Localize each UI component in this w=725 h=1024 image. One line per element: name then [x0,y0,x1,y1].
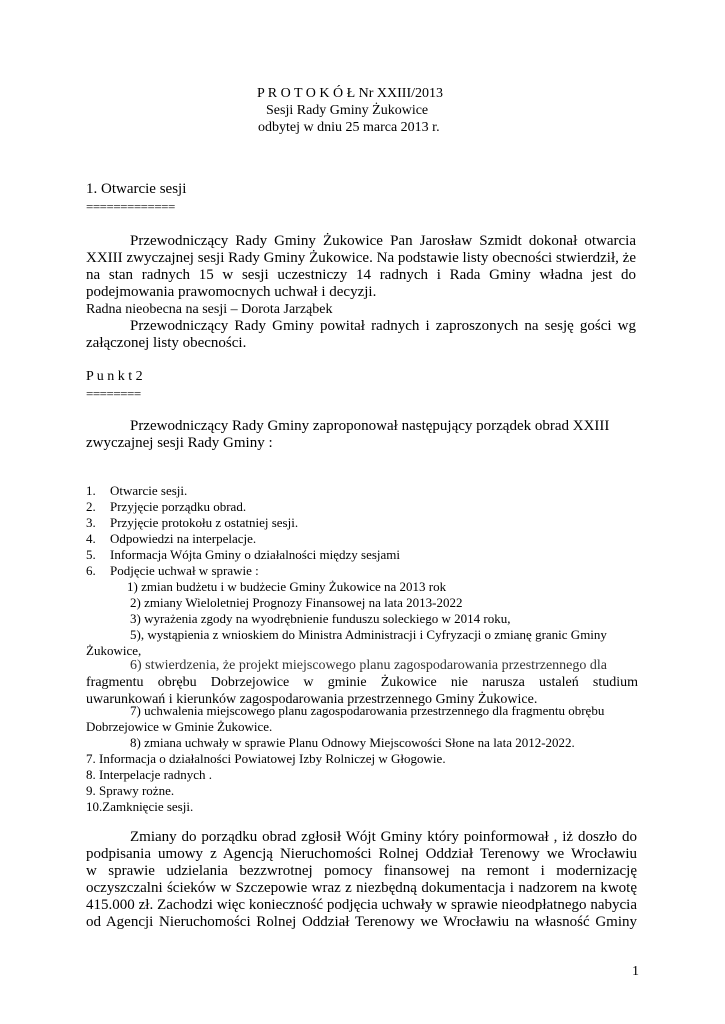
agenda-item-7: 7. Informacja o działalności Powiatowej Izby Rolniczej w Głogowie. [86,751,446,766]
page-number: 1 [632,964,639,979]
agenda-item-10: 10.Zamknięcie sesji. [86,799,194,814]
changes-line6: od Agencji Nieruchomości Rolnej Oddział Terenowy we Wrocławiu na własność Gminy [86,914,637,930]
subitem-plan-line1: 6) stwierdzenia, że projekt miejscowego planu zagospodarowania przestrzennego dla [130,658,607,673]
section1-para2-line1: Przewodniczący Rady Gminy powitał radnych i zaproszonych na sesję gości wg [130,318,636,334]
section1-para1-line4: podejmowania prawomocnych uchwał i decyzji. [86,284,377,300]
section1-underline: ============= [86,199,175,214]
absent-member: Radna nieobecna na sesji – Dorota Jarząbek [86,302,333,317]
subitem-local-plan-line1: 7) uchwalenia miejscowego planu zagospodarowania przestrzennego dla fragmentu obrębu [130,703,605,718]
subitem-borders-line2: Żukowice, [86,643,142,658]
protocol-subtitle: Sesji Rady Gminy Żukowice [266,103,429,118]
agenda-item-number: 6. [86,563,96,578]
agenda-item-9: 9. Sprawy rożne. [86,783,175,798]
section1-para1-line2: XXIII zwyczajnej sesji Rady Gminy Żukowice. Na podstawie listy obecności stwierdził, że [86,250,636,266]
subitem-plan-line3: uwarunkowań i kierunków zagospodarowania przestrzennego Gminy Żukowice. [86,692,538,707]
agenda-item-text: Otwarcie sesji. [110,483,188,498]
section2-intro-line1: Przewodniczący Rady Gminy zaproponował następujący porządek obrad XXIII [130,418,610,434]
changes-line2: podpisania umowy z Agencją Nieruchomości Rolnej Oddział Terenowy we Wrocławiu [86,846,637,862]
section2-intro-line2: zwyczajnej sesji Rady Gminy : [86,435,273,451]
changes-line3: w sprawie udzielania bezzwrotnej pomocy finansowej na remont i modernizację [86,863,637,879]
changes-line4: oczyszczalni ścieków w Szczepowie wraz z niezbędną dokumentacja i nadzorem na kwotę [86,880,637,896]
agenda-item-number: 5. [86,547,96,562]
agenda-item-text: Przyjęcie porządku obrad. [110,499,247,514]
agenda-item-text: Podjęcie uchwał w sprawie : [110,563,259,578]
section1-para1-line1: Przewodniczący Rady Gminy Żukowice Pan Jarosław Szmidt dokonał otwarcia [130,233,636,249]
agenda-item-text: Przyjęcie protokołu z ostatniej sesji. [110,515,299,530]
agenda-item-text: Odpowiedzi na interpelacje. [110,531,257,546]
agenda-item-number: 1. [86,483,96,498]
section2-underline: ======== [86,386,141,401]
subitem-budget: 1) zmian budżetu i w budżecie Gminy Żukowice na 2013 rok [127,579,447,594]
section2-heading: P u n k t 2 [86,369,143,384]
section1-heading: 1. Otwarcie sesji [86,181,187,197]
agenda-item-number: 2. [86,499,96,514]
agenda-item-number: 4. [86,531,96,546]
agenda-item [86,531,256,546]
protocol-date: odbytej w dniu 25 marca 2013 r. [258,120,440,135]
agenda-item-number: 3. [86,515,96,530]
agenda-item [86,483,187,498]
subitem-local-plan-line2: Dobrzejowice w Gminie Żukowice. [86,719,273,734]
changes-line1: Zmiany do porządku obrad zgłosił Wójt Gminy który poinformował , iż doszło do [130,829,637,845]
subitem-renewal-plan: 8) zmiana uchwały w sprawie Planu Odnowy Miejscowości Słone na lata 2012-2022. [130,735,575,750]
agenda-item [86,515,298,530]
changes-line5: 415.000 zł. Zachodzi więc konieczność podjęcia uchwały w sprawie nieodpłatnego nabycia [86,897,637,913]
agenda-item [86,547,400,562]
agenda-item-8: 8. Interpelacje radnych . [86,767,212,782]
subitem-forecast: 2) zmiany Wieloletniej Prognozy Finansowej na lata 2013-2022 [130,595,463,610]
protocol-title: P R O T O K Ó Ł Nr XXIII/2013 [257,86,444,101]
subitem-fund: 3) wyrażenia zgody na wyodrębnienie funduszu soleckiego w 2014 roku, [130,611,511,626]
agenda-item [86,499,246,514]
subitem-borders-line1: 5), wystąpienia z wnioskiem do Ministra Administracji i Cyfryzacji o zmianę granic Gminy [130,627,607,642]
agenda-item-text: Informacja Wójta Gminy o działalności między sesjami [110,547,401,562]
agenda-item [86,563,259,578]
section1-para2-line2: załączonej listy obecności. [86,335,247,351]
subitem-plan-line2: fragmentu obrębu Dobrzejowice w gminie Żukowice nie narusza ustaleń studium [86,675,638,690]
section1-para1-line3: na stan radnych 15 w sesji uczestniczy 14 radnych i Rada Gminy władna jest do [86,267,636,283]
